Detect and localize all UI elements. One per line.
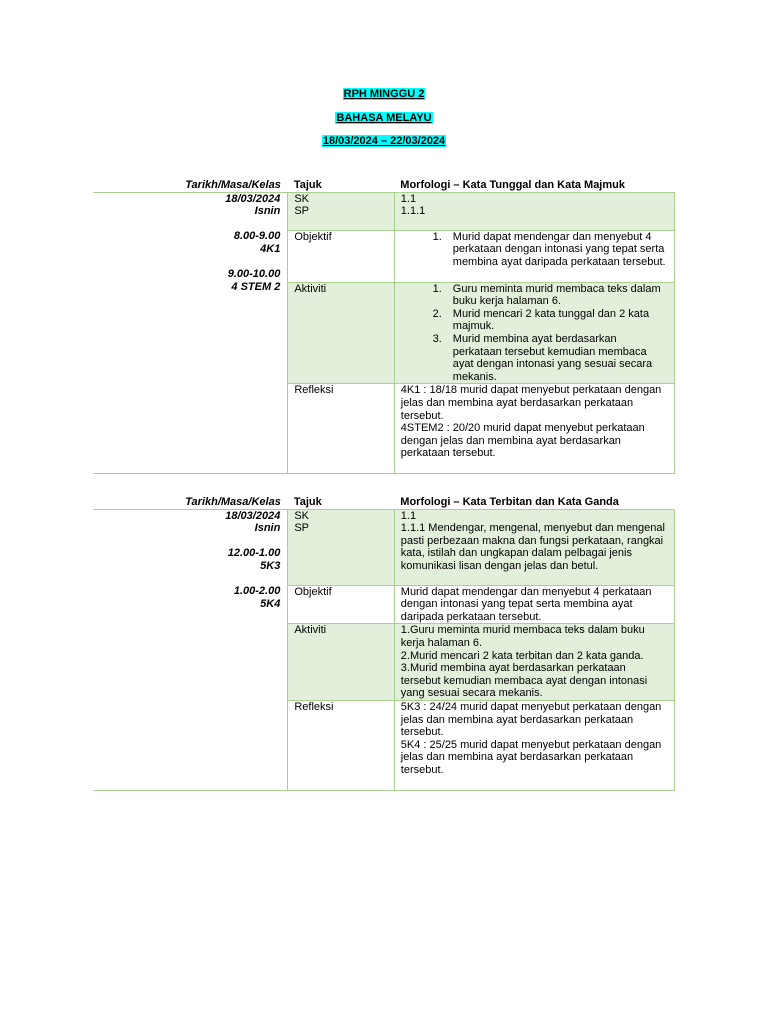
slot2-time: 9.00-10.00	[227, 268, 281, 281]
sk-sp-labels	[288, 509, 394, 585]
header-tarikh: Tarikh/Masa/Kelas	[93, 496, 288, 509]
sk-sp-values	[394, 192, 674, 230]
lesson-day: Isnin	[254, 522, 281, 535]
header-tajuk: Tajuk	[288, 179, 394, 192]
sk-value: 1.1	[400, 509, 417, 522]
objektif-content: Murid dapat mendengar dan menyebut 4 perkataan dengan intonasi yang tepat serta membina ayat daripada perkataan tersebut.	[394, 585, 674, 624]
aktiviti-line: 2.Murid mencari 2 kata terbitan dan 2 kata ganda.	[400, 649, 644, 662]
objektif-label: Objektif	[288, 230, 394, 282]
refleksi-paragraph: 5K3 : 24/24 murid dapat menyebut perkataan dengan jelas dan membina ayat berdasarkan perkataan tersebut.	[400, 700, 662, 739]
aktiviti-content	[394, 282, 674, 384]
header-tajuk: Tajuk	[288, 496, 394, 509]
header-tarikh: Tarikh/Masa/Kelas	[93, 179, 288, 192]
lesson-date: 18/03/2024	[225, 509, 281, 522]
subject-title: BAHASA MELAYU	[336, 112, 432, 124]
objektif-label: Objektif	[288, 585, 394, 624]
aktiviti-label: Aktiviti	[288, 282, 394, 384]
doc-title: RPH MINGGU 2	[343, 88, 425, 100]
date-range: 18/03/2024 – 22/03/2024	[322, 135, 446, 147]
sp-value: 1.1.1	[400, 205, 426, 218]
list-item: 2. Murid mencari 2 kata tunggal dan 2 kata majmuk.	[432, 307, 650, 333]
refleksi-label: Refleksi	[288, 384, 394, 474]
slot2-time: 1.00-2.00	[233, 585, 281, 598]
refleksi-content	[394, 384, 674, 474]
objektif-content	[394, 230, 674, 282]
refleksi-label: Refleksi	[288, 700, 394, 790]
refleksi-paragraph: 4STEM2 : 20/20 murid dapat menyebut perkataan dengan jelas dan membina ayat berdasarkan perkataan tersebut.	[400, 422, 645, 460]
sp-value: 1.1.1 Mendengar, mengenal, menyebut dan mengenal pasti perbezaan makna dan fungsi perkataan, rangkai kata, istilah dan ungkapan dalam pelbagai jenis komunikasi lisan dengan jelas dan betul.	[400, 522, 665, 572]
sk-sp-labels	[288, 192, 394, 230]
slot1-class: 4K1	[260, 242, 281, 255]
slot1-time: 8.00-9.00	[233, 230, 281, 243]
lesson-day: Isnin	[254, 205, 281, 218]
slot2-class: 4 STEM 2	[231, 280, 281, 293]
list-item: 3. Murid membina ayat berdasarkan perkataan tersebut kemudian membaca ayat dengan intonasi yang sesuai secara mekanis.	[432, 332, 653, 383]
row-sk-sp	[93, 509, 675, 585]
lesson-date: 18/03/2024	[225, 192, 281, 205]
table-header-row	[93, 179, 675, 192]
slot1-time: 12.00-1.00	[227, 547, 281, 560]
lesson-table-1	[93, 179, 675, 474]
refleksi-paragraph: 5K4 : 25/25 murid dapat menyebut perkataan dengan jelas dan membina ayat berdasarkan perkataan tersebut.	[400, 738, 662, 776]
lesson-table-2	[93, 496, 675, 791]
refleksi-paragraph: 4K1 : 18/18 murid dapat menyebut perkataan dengan jelas dan membina ayat berdasarkan perkataan tersebut.	[400, 384, 662, 422]
header-topic: Morfologi – Kata Tunggal dan Kata Majmuk	[394, 179, 674, 192]
aktiviti-line: 1.Guru meminta murid membaca teks dalam buku kerja halaman 6.	[400, 624, 645, 649]
table-header-row	[93, 496, 675, 509]
aktiviti-label: Aktiviti	[288, 624, 394, 701]
aktiviti-content	[394, 624, 674, 701]
header-topic: Morfologi – Kata Terbitan dan Kata Ganda	[394, 496, 674, 509]
schedule-cell	[93, 509, 288, 790]
list-item: 1. Guru meminta murid membaca teks dalam buku kerja halaman 6.	[432, 282, 661, 308]
sk-label: SK	[294, 192, 310, 205]
aktiviti-line: 3.Murid membina ayat berdasarkan perkataan tersebut kemudian membaca ayat dengan intonasi yang sesuai secara mekanis.	[400, 662, 648, 700]
list-item: 1. Murid dapat mendengar dan menyebut 4 perkataan dengan intonasi yang tepat serta membina ayat daripada perkataan tersebut.	[432, 230, 666, 268]
sk-label: SK	[294, 509, 310, 522]
sk-sp-values	[394, 509, 674, 585]
refleksi-content	[394, 700, 674, 790]
row-sk-sp	[93, 192, 675, 230]
sp-label: SP	[294, 205, 310, 218]
sp-label: SP	[294, 522, 310, 535]
sk-value: 1.1	[400, 192, 417, 205]
slot2-class: 5K4	[260, 597, 281, 610]
slot1-class: 5K3	[260, 559, 281, 572]
schedule-cell	[93, 192, 288, 474]
